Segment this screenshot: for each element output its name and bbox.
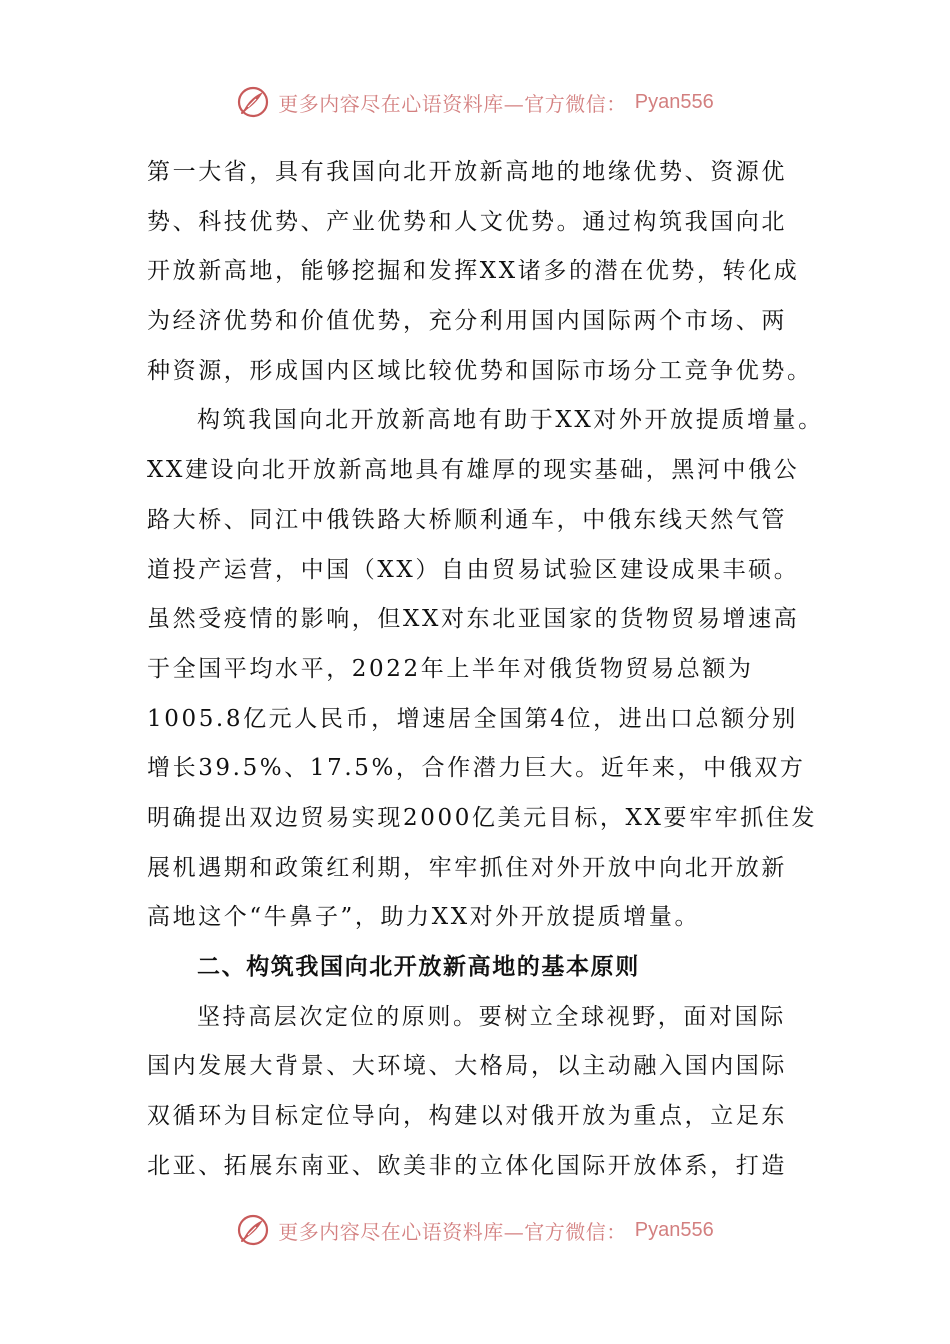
text-line: 为经济优势和价值优势，充分利用国内国际两个市场、两 (147, 308, 787, 335)
banner-text: 更多内容尽在心语资料库—官方微信： (278, 1219, 627, 1244)
text-line: 势、科技优势、产业优势和人文优势。通过构筑我国向北 (147, 208, 787, 235)
paragraph-first-line: 构筑我国向北开放新高地有助于XX对外开放提质增量。 (197, 407, 824, 434)
text-line: 展机遇期和政策红利期，牢牢抓住对外开放中向北开放新 (147, 854, 787, 881)
banner-text: 更多内容尽在心语资料库—官方微信： (278, 91, 627, 116)
quill-logo-icon (236, 1213, 270, 1247)
banner-wechat-handle: Pyan556 (634, 90, 714, 113)
text-line: 1005.8亿元人民币，增速居全国第4位，进出口总额分别 (147, 705, 798, 732)
text-line: 于全国平均水平，2022年上半年对俄货物贸易总额为 (147, 655, 754, 682)
banner-wechat-handle: Pyan556 (634, 1218, 714, 1241)
footer-watermark-banner (0, 1208, 950, 1252)
header-watermark-banner (0, 80, 950, 124)
text-line: 路大桥、同江中俄铁路大桥顺利通车，中俄东线天然气管 (147, 506, 787, 533)
text-line: 开放新高地，能够挖掘和发挥XX诸多的潜在优势，转化成 (147, 258, 800, 285)
text-line: 增长39.5%、17.5%，合作潜力巨大。近年来，中俄双方 (147, 755, 806, 782)
text-line: 高地这个“牛鼻子”，助力XX对外开放提质增量。 (147, 904, 701, 931)
text-line: 虽然受疫情的影响，但XX对东北亚国家的货物贸易增速高 (147, 606, 800, 633)
text-line: 第一大省，具有我国向北开放新高地的地缘优势、资源优 (147, 159, 787, 185)
text-line: 双循环为目标定位导向，构建以对俄开放为重点，立足东 (147, 1103, 787, 1130)
text-line: XX建设向北开放新高地具有雄厚的现实基础，黑河中俄公 (147, 457, 800, 484)
text-line: 明确提出双边贸易实现2000亿美元目标，XX要牢牢抓住发 (147, 804, 818, 831)
text-line: 北亚、拓展东南亚、欧美非的立体化国际开放体系，打造 (147, 1152, 787, 1179)
text-line: 道投产运营，中国（XX）自由贸易试验区建设成果丰硕。 (147, 556, 800, 583)
text-line: 种资源，形成国内区域比较优势和国际市场分工竞争优势。 (147, 357, 813, 384)
quill-logo-icon (236, 85, 270, 119)
text-line: 国内发展大背景、大环境、大格局，以主动融入国内国际 (147, 1053, 787, 1080)
paragraph-first-line: 坚持高层次定位的原则。要树立全球视野，面对国际 (197, 1003, 786, 1030)
section-heading: 二、构筑我国向北开放新高地的基本原则 (197, 954, 640, 980)
document-body (147, 148, 824, 1191)
